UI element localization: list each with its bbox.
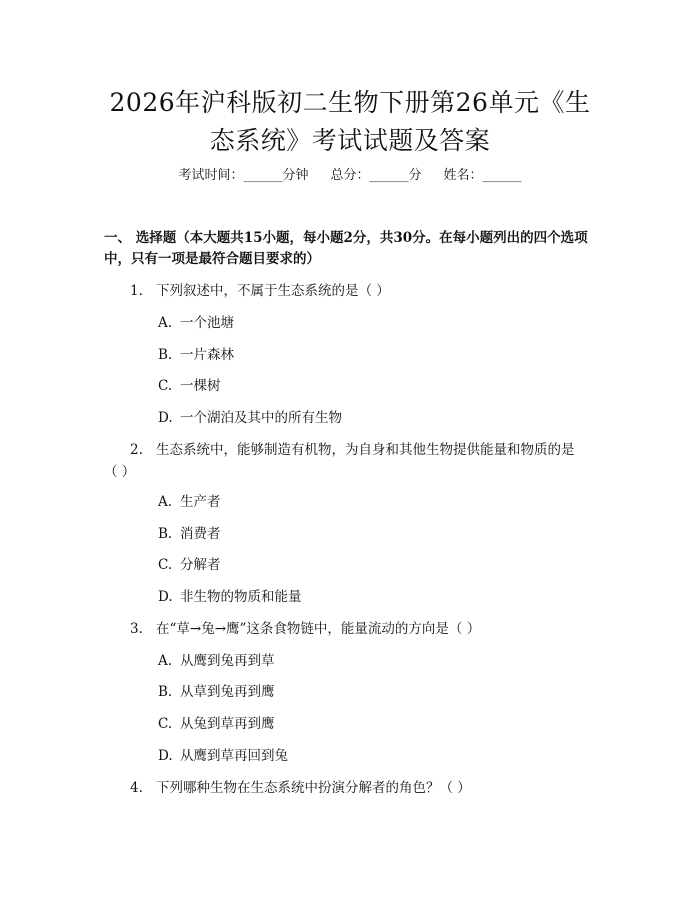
question-2-continuation: （ ）: [104, 464, 136, 480]
option-1d: D. 一个湖泊及其中的所有生物: [158, 410, 342, 426]
option-3c: C. 从兔到草再到鹰: [158, 716, 275, 732]
exam-info-row: [0, 166, 700, 186]
question-text: 下列叙述中，不属于生态系统的是（ ）: [156, 283, 390, 299]
option-3a: A. 从鹰到兔再到草: [158, 653, 275, 669]
question-number: 1.: [130, 283, 143, 299]
question-text: 在“草→兔→鹰”这条食物链中，能量流动的方向是（ ）: [156, 621, 481, 637]
question-1: [130, 281, 600, 302]
question-text: 生态系统中，能够制造有机物，为自身和其他生物提供能量和物质的是: [156, 442, 575, 458]
option-2a: A. 生产者: [158, 494, 221, 510]
option-2b: B. 消费者: [158, 526, 221, 542]
title-line-1: 2026年沪科版初二生物下册第26单元《生: [109, 88, 591, 117]
option-3b: B. 从草到兔再到鹰: [158, 684, 275, 700]
total-score-field: 总分：______分: [330, 168, 422, 183]
option-3d: D. 从鹰到草再回到兔: [158, 748, 288, 764]
option-2d: D. 非生物的物质和能量: [158, 589, 302, 605]
question-number: 3.: [130, 621, 143, 637]
title-line-2: 态系统》考试试题及答案: [209, 126, 491, 155]
option-1c: C. 一棵树: [158, 378, 221, 394]
question-number: 4.: [130, 780, 143, 796]
option-1b: B. 一片森林: [158, 347, 234, 363]
question-4: [130, 778, 610, 799]
option-2c: C. 分解者: [158, 557, 221, 573]
exam-time-field: 考试时间：______分钟: [178, 168, 309, 183]
document-title: [60, 84, 640, 160]
option-1a: A. 一个池塘: [158, 315, 234, 331]
question-number: 2.: [130, 442, 143, 458]
section-heading: 一、 选择题（本大题共15小题，每小题2分，共30分。在每小题列出的四个选项中，只有一项是最符合题目要求的）: [104, 230, 588, 267]
student-name-field: 姓名：______: [443, 168, 522, 183]
question-3: [130, 619, 610, 640]
question-2: [130, 440, 610, 461]
question-text: 下列哪种生物在生态系统中扮演分解者的角色？（ ）: [156, 780, 471, 796]
